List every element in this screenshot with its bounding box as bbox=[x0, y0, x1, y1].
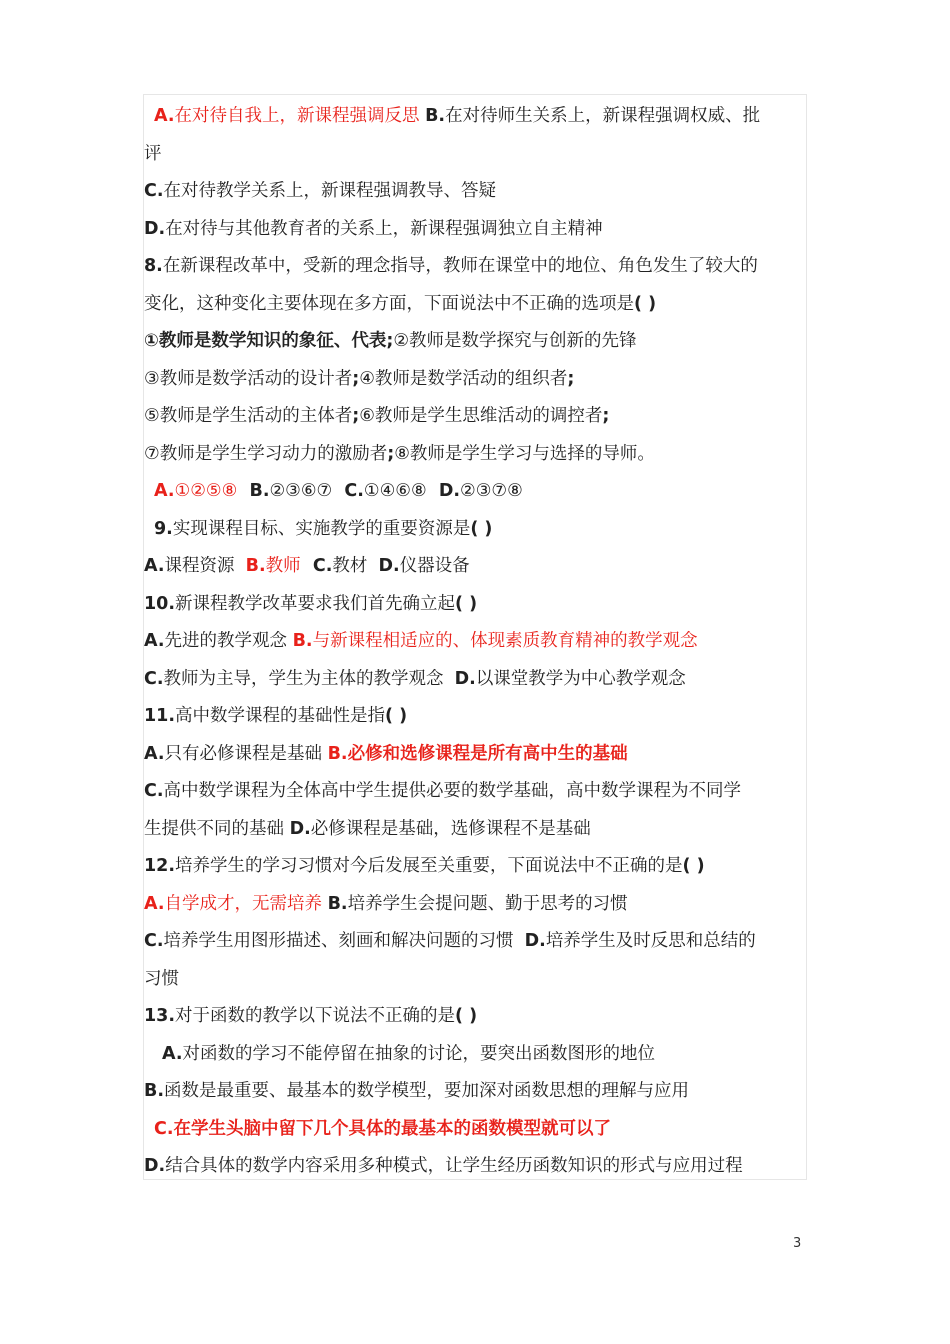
line-text: B. bbox=[237, 481, 270, 501]
line-text: 培养学生会提问题、勤于思考的习惯 bbox=[347, 893, 628, 914]
line-text: ⑧教师是学生学习与选择的导师。 bbox=[394, 443, 655, 464]
text-line bbox=[144, 961, 814, 999]
answer-text: 在对待自我上，新课程强调反思 bbox=[174, 106, 426, 126]
line-text: 培养学生及时反思和总结的 bbox=[545, 931, 756, 951]
line-text: ( ) bbox=[682, 856, 705, 876]
line-text: ; bbox=[387, 443, 395, 464]
line-text: A. bbox=[162, 1043, 183, 1064]
line-text: 只有必修课程是基础 bbox=[164, 743, 328, 764]
text-line bbox=[144, 886, 814, 924]
text-line bbox=[144, 361, 814, 399]
line-text: 教材 bbox=[332, 556, 379, 576]
text-line bbox=[144, 398, 814, 436]
line-text: ; bbox=[352, 368, 360, 389]
text-line bbox=[144, 736, 814, 774]
text-line bbox=[144, 173, 814, 211]
line-text: ( ) bbox=[455, 593, 478, 614]
answer-text: ①②⑤⑧ bbox=[174, 481, 238, 501]
text-line bbox=[144, 623, 814, 661]
line-text: C. bbox=[144, 668, 164, 689]
line-text: ; bbox=[352, 406, 360, 426]
text-line bbox=[144, 323, 814, 361]
line-text: 在对待教学关系上，新课程强调教导、答疑 bbox=[163, 181, 496, 201]
line-text: 习惯 bbox=[144, 968, 179, 989]
line-text: 在对待师生关系上，新课程强调权威、批 bbox=[445, 106, 761, 126]
line-text: 9. bbox=[154, 518, 173, 539]
text-line bbox=[144, 436, 814, 474]
line-text: D. bbox=[144, 1156, 166, 1176]
line-text: C. bbox=[332, 481, 364, 501]
line-text: 13. bbox=[144, 1006, 176, 1026]
text-line bbox=[144, 286, 814, 324]
line-text: A. bbox=[144, 631, 165, 651]
line-text: 课程资源 bbox=[164, 556, 246, 576]
line-text: ①④⑥⑧ bbox=[363, 481, 427, 501]
page-number: 3 bbox=[793, 1236, 802, 1251]
answer-text: 必修和选修课程是所有高中生的基础 bbox=[347, 743, 628, 764]
line-text: 对于函数的教学以下说法不正确的是 bbox=[175, 1006, 456, 1026]
text-line bbox=[144, 1073, 814, 1111]
answer-text: 自学成才，无需培养 bbox=[164, 893, 328, 914]
text-line bbox=[144, 211, 814, 249]
line-text: B. bbox=[327, 893, 348, 914]
line-text: 变化，这种变化主要体现在多方面，下面说法中不正确的选项是 bbox=[144, 293, 634, 314]
text-line bbox=[144, 661, 814, 699]
text-line bbox=[144, 586, 814, 624]
text-line bbox=[144, 1036, 814, 1074]
text-line bbox=[144, 811, 814, 849]
text-line bbox=[144, 1148, 814, 1186]
line-text: 教师为主导，学生为主体的教学观念 bbox=[163, 668, 455, 689]
line-text: 生提供不同的基础 bbox=[144, 818, 290, 839]
line-text: 必修课程是基础，选修课程不是基础 bbox=[310, 818, 591, 839]
answer-text: C. bbox=[154, 1118, 174, 1139]
answer-text: B. bbox=[292, 631, 313, 651]
text-line bbox=[144, 773, 814, 811]
line-text: 新课程教学改革要求我们首先确立起 bbox=[175, 593, 456, 614]
line-text: D. bbox=[289, 818, 311, 839]
line-text: ⑥教师是学生思维活动的调控者 bbox=[359, 406, 603, 426]
line-text: 函数是最重要、最基本的数学模型，要加深对函数思想的理解与应用 bbox=[164, 1081, 689, 1101]
answer-text: A. bbox=[144, 893, 165, 914]
line-text: ④教师是数学活动的组织者 bbox=[359, 368, 568, 389]
line-text: C. bbox=[300, 556, 333, 576]
text-line bbox=[144, 473, 814, 511]
line-text: B. bbox=[144, 1081, 164, 1101]
line-text: 以课堂教学为中心教学观念 bbox=[475, 668, 686, 689]
text-line bbox=[144, 98, 814, 136]
answer-text: 在学生头脑中留下几个具体的最基本的函数模型就可以了 bbox=[173, 1118, 611, 1139]
text-line bbox=[144, 248, 814, 286]
document-body bbox=[144, 98, 814, 1186]
text-line bbox=[144, 923, 814, 961]
line-text: D. bbox=[144, 218, 166, 239]
line-text: C. bbox=[144, 781, 164, 801]
text-line bbox=[144, 998, 814, 1036]
line-text: ⑤教师是学生活动的主体者 bbox=[144, 406, 353, 426]
line-text: 先进的教学观念 bbox=[164, 631, 293, 651]
text-line bbox=[144, 548, 814, 586]
line-text: 高中数学课程为全体高中学生提供必要的数学基础，高中数学课程为不同学 bbox=[163, 781, 741, 801]
answer-text: B. bbox=[245, 556, 266, 576]
line-text: 10. bbox=[144, 593, 176, 614]
text-line bbox=[144, 1111, 814, 1149]
line-text: C. bbox=[144, 181, 164, 201]
line-text: ②教师是数学探究与创新的先锋 bbox=[393, 331, 637, 351]
line-text: ( ) bbox=[455, 1006, 478, 1026]
line-text: ( ) bbox=[634, 293, 657, 314]
line-text: ①教师是数学知识的象征、代表 bbox=[144, 331, 387, 351]
line-text: ②③⑦⑧ bbox=[460, 481, 523, 501]
line-text: A. bbox=[144, 743, 165, 764]
line-text: 高中数学课程的基础性是指 bbox=[175, 706, 386, 726]
text-line bbox=[144, 511, 814, 549]
line-text: 在对待与其他教育者的关系上，新课程强调独立自主精神 bbox=[165, 218, 603, 239]
line-text: 培养学生的学习习惯对今后发展至关重要，下面说法中不正确的是 bbox=[175, 856, 683, 876]
answer-text: 教师 bbox=[265, 556, 301, 576]
line-text: ⑦教师是学生学习动力的激励者 bbox=[144, 443, 388, 464]
line-text: 仪器设备 bbox=[399, 556, 470, 576]
line-text: A. bbox=[144, 556, 165, 576]
line-text: 11. bbox=[144, 706, 176, 726]
line-text: 实现课程目标、实施教学的重要资源是 bbox=[172, 518, 471, 539]
line-text: D. bbox=[426, 481, 461, 501]
line-text: ②③⑥⑦ bbox=[269, 481, 333, 501]
answer-text: B. bbox=[327, 743, 348, 764]
answer-text: 与新课程相适应的、体现素质教育精神的教学观念 bbox=[312, 631, 698, 651]
line-text: ; bbox=[386, 331, 394, 351]
text-line bbox=[144, 698, 814, 736]
line-text: 12. bbox=[144, 856, 176, 876]
line-text: D. bbox=[524, 931, 546, 951]
answer-text: A. bbox=[154, 481, 175, 501]
line-text: ( ) bbox=[470, 518, 493, 539]
answer-text: A. bbox=[154, 106, 175, 126]
line-text: 对函数的学习不能停留在抽象的讨论，要突出函数图形的地位 bbox=[182, 1043, 656, 1064]
line-text: D. bbox=[454, 668, 476, 689]
text-line bbox=[144, 848, 814, 886]
line-text: 8. bbox=[144, 256, 163, 276]
line-text: D. bbox=[378, 556, 400, 576]
line-text: B. bbox=[425, 106, 446, 126]
line-text: 结合具体的数学内容采用多种模式，让学生经历函数知识的形式与应用过程 bbox=[165, 1156, 743, 1176]
line-text: 评 bbox=[144, 143, 162, 164]
line-text: C. bbox=[144, 931, 164, 951]
line-text: 培养学生用图形描述、刻画和解决问题的习惯 bbox=[163, 931, 525, 951]
line-text: ; bbox=[567, 368, 575, 389]
line-text: ; bbox=[602, 406, 610, 426]
line-text: ③教师是数学活动的设计者 bbox=[144, 368, 353, 389]
line-text: 在新课程改革中，受新的理念指导，教师在课堂中的地位、角色发生了较大的 bbox=[162, 256, 758, 276]
line-text: ( ) bbox=[385, 706, 408, 726]
text-line bbox=[144, 136, 814, 174]
